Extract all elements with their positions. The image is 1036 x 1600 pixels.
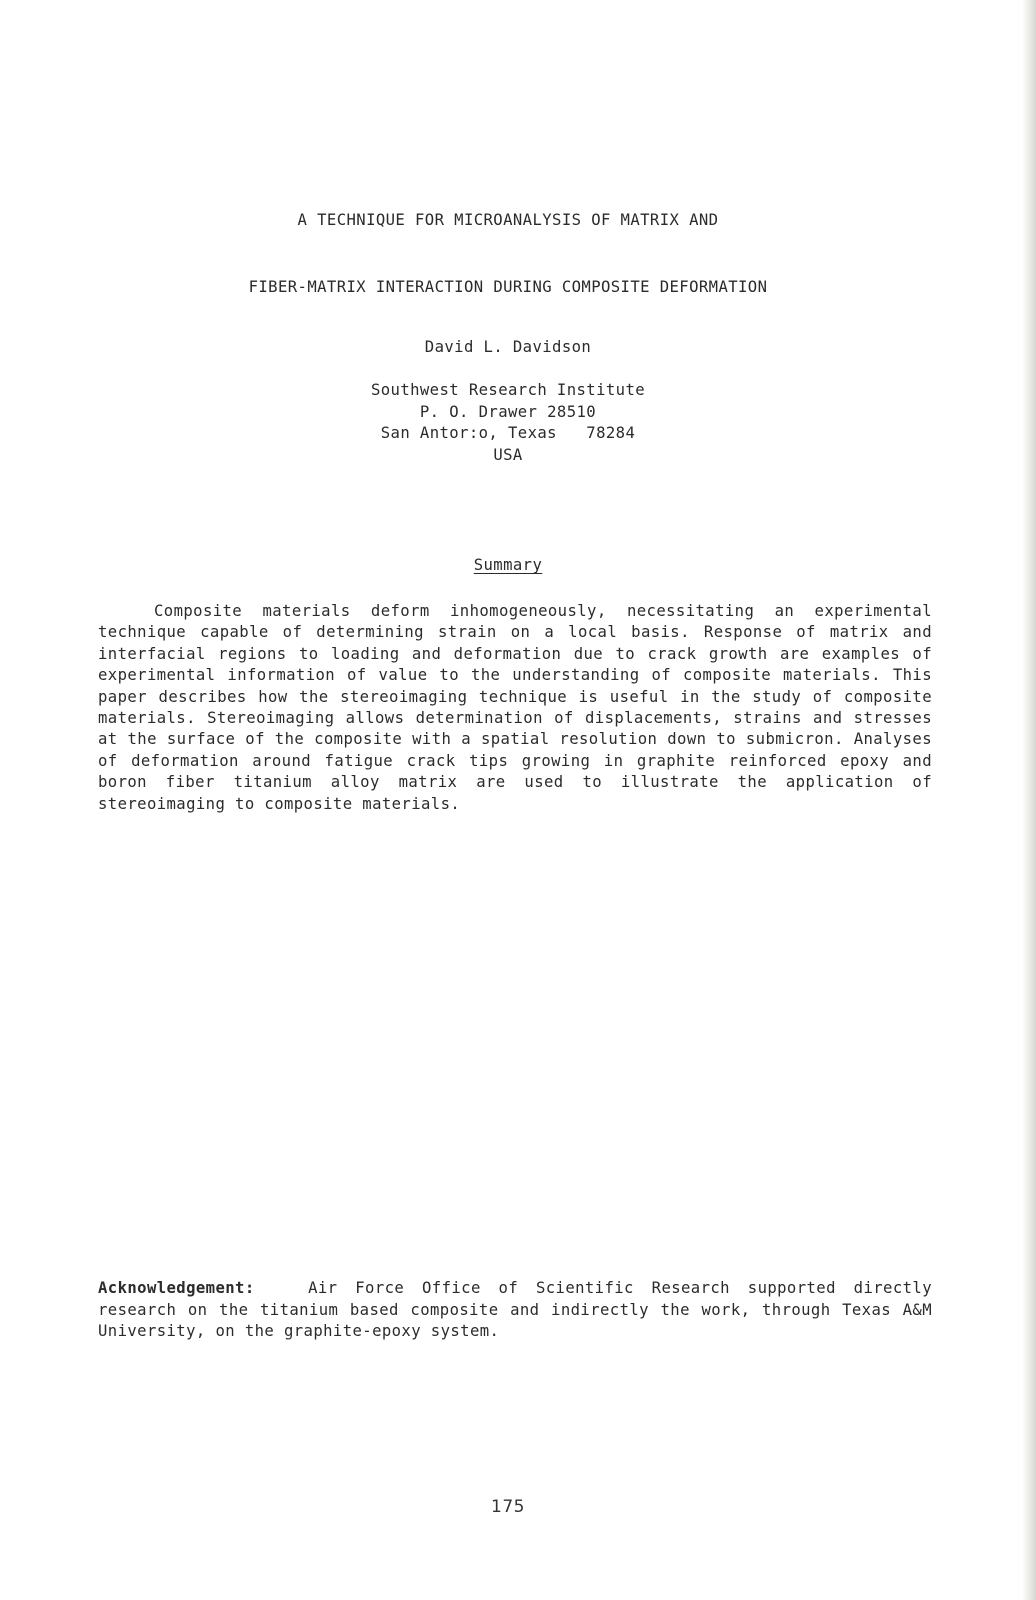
acknowledgement-text: Air Force Office of Scientific Research supported directly research on the titanium based composite and indirectly the work, through Texas A&M University, on the graphite-epoxy system.: [98, 1279, 932, 1341]
title-line-1: A TECHNIQUE FOR MICROANALYSIS OF MATRIX AND: [297, 211, 719, 229]
affiliation-country: USA: [493, 446, 523, 464]
author-name: David L. Davidson: [424, 338, 592, 356]
summary-heading: [0, 556, 1016, 574]
affiliation-institute: Southwest Research Institute: [370, 381, 646, 399]
acknowledgement-label: Acknowledgement:: [98, 1279, 255, 1297]
page-number: 175: [491, 1497, 525, 1517]
affiliation-city: San Antor:o, Texas 78284: [380, 424, 636, 442]
affiliation-po-box: P. O. Drawer 28510: [419, 403, 597, 421]
summary-heading-text: Summary: [473, 556, 543, 574]
page-edge-shadow: [1022, 0, 1036, 1600]
acknowledgement-paragraph: [98, 1278, 932, 1343]
title-line-2: FIBER-MATRIX INTERACTION DURING COMPOSITE DEFORMATION: [248, 278, 768, 296]
summary-paragraph: Composite materials deform inhomogeneously, necessitating an experimental technique capable of determining strain on a local basis. Response of matrix and interfacial regions to loading and deformation due to crack growth are examples of experimental information of value to the understanding of composite materials. This paper describes how the stereoimaging technique is useful in the study of composite materials. Stereoimaging allows determination of displacements, strains and stresses at the surface of the composite with a spatial resolution down to submicron. Analyses of deformation around fatigue crack tips growing in graphite reinforced epoxy and boron fiber titanium alloy matrix are used to illustrate the application of stereoimaging to composite materials.: [98, 602, 932, 813]
